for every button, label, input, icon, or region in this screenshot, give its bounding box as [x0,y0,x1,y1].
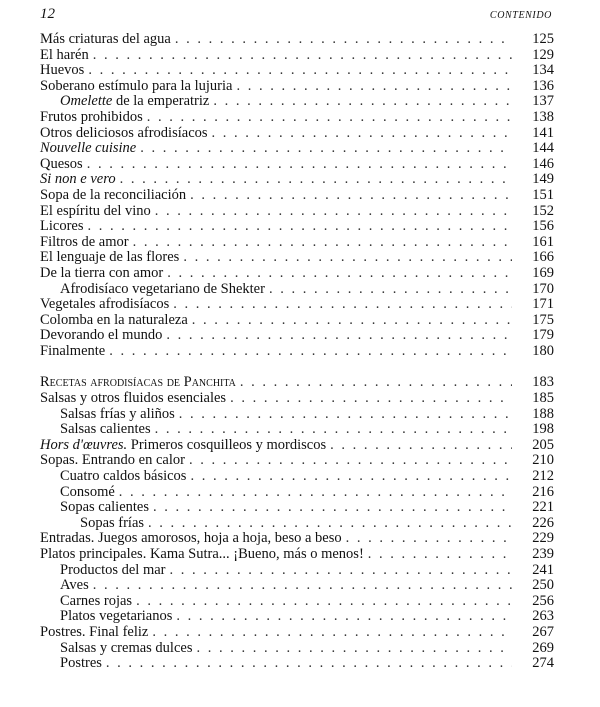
dot-leader [119,485,512,501]
toc-entry [40,250,554,266]
dot-leader [190,188,512,204]
toc-entry-title-italic: Hors d'œuvres. [40,436,128,453]
toc-entry-title: Salsas calientes [60,421,151,438]
toc-entry [40,126,554,142]
table-of-contents [40,32,554,672]
toc-entry-title: Vegetales afrodisíacos [40,296,170,313]
toc-entry-title: Sopas. Entrando en calor [40,452,185,469]
toc-entry-page: 136 [532,77,554,94]
toc-entry-title [40,141,136,157]
toc-entry [40,625,554,641]
dot-leader [148,516,512,532]
toc-entry-title: Sopas calientes [60,499,149,516]
toc-entry [40,282,554,298]
toc-entry-title: Productos del mar [60,561,166,578]
dot-leader [93,48,512,64]
toc-entry-page: 267 [532,623,554,640]
dot-leader [183,250,512,266]
toc-entry-page: 183 [532,374,554,391]
toc-entry-title: Devorando el mundo [40,327,163,344]
toc-entry [40,204,554,220]
toc-entry-title: Postres [60,655,102,672]
toc-entry-title [40,438,326,454]
toc-entry [40,469,554,485]
toc-entry [40,500,554,516]
toc-entry-title-italic: Omelette [60,93,113,110]
toc-entry [40,266,554,282]
toc-entry-title [40,375,236,391]
toc-entry-page: 263 [532,608,554,625]
toc-entry-page: 226 [532,514,554,531]
toc-entry [40,375,554,391]
toc-entry-page: 129 [532,46,554,63]
toc-entry [40,609,554,625]
toc-entry-title: Cuatro caldos básicos [60,468,187,485]
toc-entry-title: Aves [60,577,89,594]
toc-entry-title: Sopa de la reconciliación [40,186,187,203]
toc-entry [40,219,554,235]
toc-entry-title-smallcaps: Recetas afrodisíacas de Panchita [40,374,236,391]
toc-entry [40,344,554,360]
toc-entry-title: Quesos [40,155,83,172]
section-gap [40,359,554,375]
dot-leader [240,375,512,391]
toc-entry-page: 256 [532,592,554,609]
toc-entry-title: De la tierra con amor [40,264,164,281]
toc-entry-page: 170 [532,280,554,297]
dot-leader [155,422,512,438]
toc-entry-page: 138 [532,108,554,125]
dot-leader [175,32,512,48]
toc-entry-title: Carnes rojas [60,592,133,609]
dot-leader [87,157,512,173]
dot-leader [179,407,512,423]
toc-entry [40,328,554,344]
toc-entry-page: 144 [532,140,554,157]
dot-leader [192,313,512,329]
dot-leader [140,141,512,157]
toc-entry [40,141,554,157]
toc-entry-page: 216 [532,483,554,500]
dot-leader [368,547,512,563]
dot-leader [133,235,512,251]
toc-entry [40,641,554,657]
dot-leader [87,219,512,235]
toc-entry [40,453,554,469]
toc-entry-title-rest: Primeros cosquilleos y mordiscos [127,436,327,453]
dot-leader [230,391,512,407]
dot-leader [173,297,512,313]
toc-entry-title: Consomé [60,483,115,500]
toc-entry [40,407,554,423]
toc-entry-title: Postres. Final feliz [40,623,149,640]
dot-leader [212,126,512,142]
dot-leader [166,328,512,344]
toc-entry [40,110,554,126]
dot-leader [346,531,512,547]
toc-entry-title: Sopas frías [80,514,145,531]
toc-entry [40,563,554,579]
toc-entry-page: 166 [532,249,554,266]
dot-leader [155,204,512,220]
dot-leader [93,578,512,594]
toc-entry-page: 171 [532,296,554,313]
dot-leader [236,79,512,95]
toc-entry [40,422,554,438]
toc-entry [40,157,554,173]
toc-entry-title: Platos vegetarianos [60,608,173,625]
toc-entry-page: 169 [532,264,554,281]
dot-leader [176,609,512,625]
dot-leader [147,110,512,126]
toc-entry-page: 185 [532,390,554,407]
toc-entry [40,172,554,188]
dot-leader [88,63,512,79]
toc-entry-page: 161 [532,233,554,250]
toc-entry-page: 151 [532,186,554,203]
toc-entry-title: Entradas. Juegos amorosos, hoja a hoja, beso a beso [40,530,342,547]
toc-entry [40,297,554,313]
toc-entry-title [60,94,209,110]
toc-entry [40,63,554,79]
toc-entry-title: Salsas y otros fluidos esenciales [40,390,227,407]
toc-entry [40,594,554,610]
dot-leader [136,594,512,610]
toc-entry-title-rest: de la emperatriz [112,93,210,110]
toc-entry-page: 152 [532,202,554,219]
dot-leader [109,344,512,360]
toc-entry-page: 141 [532,124,554,141]
toc-entry-page: 137 [532,93,554,110]
toc-entry [40,391,554,407]
toc-entry-page: 269 [532,639,554,656]
toc-entry-page: 205 [532,436,554,453]
toc-entry-title: Soberano estímulo para la lujuria [40,77,233,94]
toc-entry-title: Afrodisíaco vegetariano de Shekter [60,280,265,297]
toc-entry-page: 210 [532,452,554,469]
toc-entry-title: Huevos [40,62,85,79]
toc-entry [40,235,554,251]
toc-entry-title: Salsas frías y aliños [60,405,175,422]
toc-entry [40,48,554,64]
toc-entry [40,438,554,454]
toc-entry-page: 239 [532,546,554,562]
dot-leader [106,656,512,672]
toc-entry-title: Salsas y cremas dulces [60,639,193,656]
toc-entry-page: 250 [532,577,554,594]
toc-entry [40,531,554,547]
toc-entry-page: 146 [532,155,554,172]
dot-leader [269,282,512,298]
toc-entry-title: Finalmente [40,342,106,359]
dot-leader [190,469,512,485]
toc-entry [40,79,554,95]
dot-leader [213,94,512,110]
toc-entry-title: Licores [40,218,84,235]
toc-entry-page: 212 [532,468,554,485]
toc-entry-page: 149 [532,171,554,188]
running-head: CONTENIDO [489,10,552,21]
toc-entry-title: Filtros de amor [40,233,129,250]
dot-leader [170,563,512,579]
toc-entry-title: Frutos prohibidos [40,108,143,125]
toc-entry-page: 179 [532,327,554,344]
toc-entry-page: 134 [532,62,554,79]
dot-leader [330,438,512,454]
toc-entry [40,485,554,501]
page-number: 12 [40,6,55,22]
toc-entry-title: Platos principales. Kama Sutra... ¡Bueno, más o menos! [40,546,364,562]
dot-leader [196,641,512,657]
toc-entry-page: 198 [532,421,554,438]
dot-leader [189,453,512,469]
toc-entry-title: El lenguaje de las flores [40,249,180,266]
toc-entry-title [40,172,116,188]
toc-section-2 [40,375,554,671]
toc-section-1 [40,32,554,359]
toc-entry-page: 188 [532,405,554,422]
toc-entry-page: 156 [532,218,554,235]
toc-entry [40,188,554,204]
toc-entry-page: 241 [532,561,554,578]
page-header [40,6,552,24]
toc-entry [40,578,554,594]
toc-entry-title: Otros deliciosos afrodisíacos [40,124,208,141]
toc-entry [40,94,554,110]
dot-leader [167,266,512,282]
dot-leader [153,500,512,516]
dot-leader [120,172,512,188]
toc-entry-title-italic: Nouvelle cuisine [40,140,137,157]
toc-entry [40,516,554,532]
toc-entry [40,313,554,329]
toc-entry [40,656,554,672]
toc-entry-page: 229 [532,530,554,547]
toc-entry-page: 180 [532,342,554,359]
toc-entry-title: Más criaturas del agua [40,31,171,47]
dot-leader [152,625,512,641]
toc-entry-title: El espíritu del vino [40,202,151,219]
toc-entry-title: Colomba en la naturaleza [40,311,188,328]
toc-entry-page: 221 [532,499,554,516]
toc-entry-title: El harén [40,46,89,63]
toc-entry-page: 175 [532,311,554,328]
toc-entry-page: 125 [532,31,554,47]
toc-entry-page: 274 [532,655,554,672]
toc-entry-title-italic: Si non e vero [40,171,116,188]
toc-entry [40,32,554,48]
toc-entry [40,547,554,563]
